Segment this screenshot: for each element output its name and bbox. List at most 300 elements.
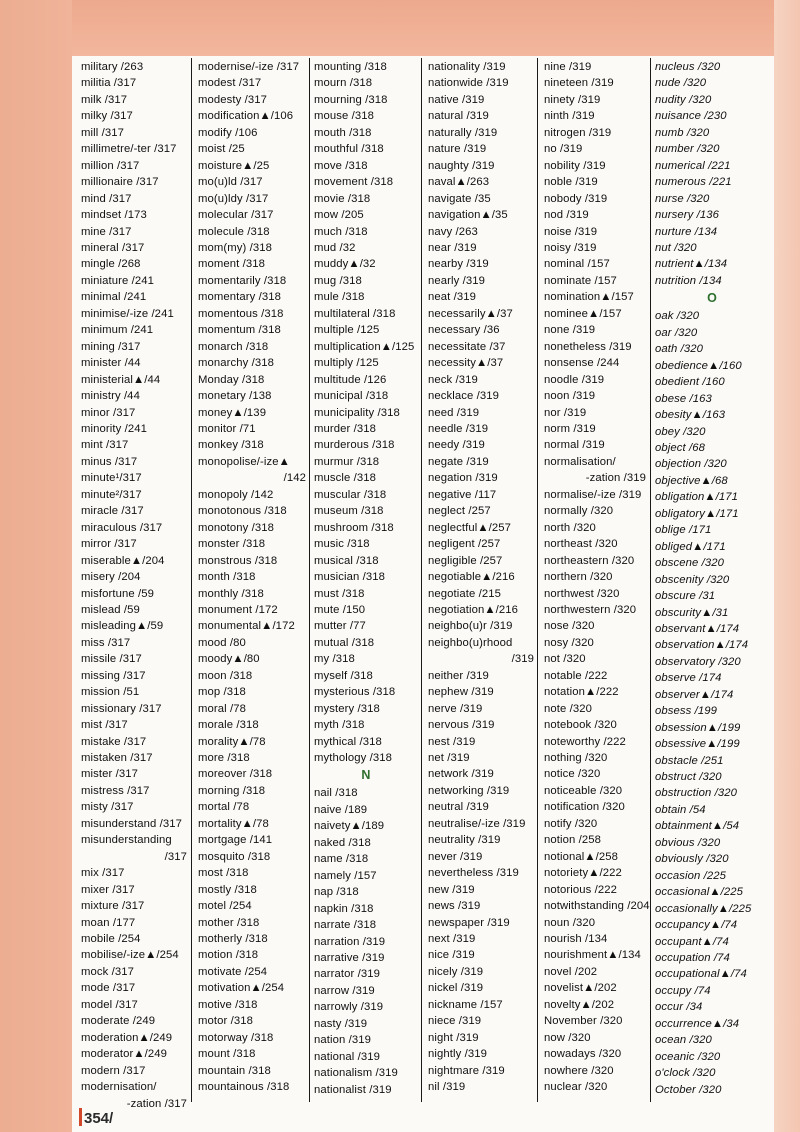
index-entry: obese /163 (655, 392, 712, 405)
index-entry: obscenity /320 (655, 573, 730, 586)
index-entry: missile /317 (81, 653, 142, 666)
index-entry: nobody /319 (544, 192, 608, 205)
index-entry: northeastern /320 (544, 554, 635, 567)
index-entry: mountain /318 (198, 1064, 271, 1077)
index-entry: mystery /318 (314, 702, 380, 715)
index-entry: obesity▲/163 (655, 409, 726, 422)
index-entry: morning /318 (198, 784, 266, 797)
index-entry: mouse /318 (314, 110, 375, 123)
page-number-marker (79, 1108, 82, 1126)
index-entry: notion /258 (544, 834, 602, 847)
index-entry: multiple /125 (314, 324, 380, 337)
index-entry: obedient /160 (655, 376, 725, 389)
index-entry: mill /317 (81, 126, 124, 139)
index-entry: noteworthy /222 (544, 735, 626, 748)
index-entry: ocean /320 (655, 1034, 712, 1047)
index-entry: monument /172 (198, 603, 278, 616)
index-entry: nobility /319 (544, 159, 606, 172)
index-entry: nightmare /319 (428, 1064, 505, 1077)
index-entry: neat /319 (428, 291, 477, 304)
index-entry: nursery /136 (655, 209, 719, 222)
index-entry: mingle /268 (81, 258, 141, 271)
index-entry: mock /317 (81, 965, 135, 978)
index-entry: mistress /317 (81, 784, 150, 797)
index-entry: nationalism /319 (314, 1067, 398, 1080)
index-entry: noun /320 (544, 916, 596, 929)
index-entry: number /320 (655, 143, 720, 156)
index-entry: monitor /71 (198, 422, 256, 435)
index-entry: noodle /319 (544, 373, 605, 386)
section-letter-heading: O (707, 291, 717, 306)
index-entry: night /319 (428, 1031, 479, 1044)
index-entry: obey /320 (655, 425, 706, 438)
index-entry: misleading▲/59 (81, 620, 164, 633)
index-entry: moderation▲/249 (81, 1031, 173, 1044)
index-entry: moral /78 (198, 702, 246, 715)
index-entry: mount /318 (198, 1048, 256, 1061)
index-entry: mourn /318 (314, 77, 373, 90)
index-entry: mining /317 (81, 340, 141, 353)
index-entry: occasional▲/225 (655, 886, 744, 899)
index-entry: obvious /320 (655, 836, 721, 849)
index-column-5 (544, 59, 650, 1096)
index-entry: misunderstand /317 (81, 817, 183, 830)
index-entry: native /319 (428, 93, 485, 106)
index-entry: obscene /320 (655, 557, 725, 570)
index-entry: newspaper /319 (428, 916, 510, 929)
index-entry: namely /157 (314, 869, 377, 882)
index-entry: napkin /318 (314, 902, 374, 915)
index-entry: oath /320 (655, 343, 704, 356)
index-entry: mom(my) /318 (198, 241, 273, 254)
index-entry: modesty /317 (198, 93, 268, 106)
index-entry: nationality /319 (428, 61, 506, 73)
index-entry: mine /317 (81, 225, 132, 238)
index-entry: observant▲/174 (655, 622, 740, 635)
index-entry: near /319 (428, 241, 477, 254)
index-entry: minimum /241 (81, 324, 154, 337)
index-entry: occupancy▲/74 (655, 919, 738, 932)
index-entry: naval▲/263 (428, 176, 490, 189)
index-entry: nearby /319 (428, 258, 489, 271)
index-entry: occupant▲/74 (655, 935, 729, 948)
index-entry: mislead /59 (81, 603, 140, 616)
index-entry: negative /117 (428, 488, 497, 501)
index-entry: nation /319 (314, 1034, 372, 1047)
index-entry: motorway /318 (198, 1031, 274, 1044)
index-entry: mythical /318 (314, 735, 382, 748)
index-entry: nurse /320 (655, 192, 710, 205)
index-entry: nest /319 (428, 735, 476, 748)
index-entry: negligent /257 (428, 538, 501, 551)
index-entry: motor /318 (198, 1015, 254, 1028)
index-entry: nonetheless /319 (544, 340, 632, 353)
index-entry: mosquito /318 (198, 850, 271, 863)
index-entry: negotiable▲/216 (428, 571, 515, 584)
index-entry: nerve /319 (428, 702, 483, 715)
index-entry: naked /318 (314, 836, 371, 849)
index-entry: monopolise/-ize▲ (198, 455, 290, 468)
index-entry: normalise/-ize /319 (544, 488, 642, 501)
index-entry: nowhere /320 (544, 1064, 614, 1077)
index-entry: monumental▲/172 (198, 620, 295, 633)
index-entry: neutrality /319 (428, 834, 501, 847)
index-entry: miracle /317 (81, 505, 144, 518)
index-entry: ninety /319 (544, 93, 601, 106)
index-entry: morale /318 (198, 719, 259, 732)
index-entry: naturally /319 (428, 126, 498, 139)
page-number-suffix: / (109, 1110, 114, 1127)
index-entry: nutrition /134 (655, 274, 722, 287)
index-entry: obscure /31 (655, 590, 716, 603)
index-entry: much /318 (314, 225, 368, 238)
index-entry: mug /318 (314, 274, 362, 287)
index-entry: notice /320 (544, 768, 601, 781)
index-entry: mule /318 (314, 291, 365, 304)
index-entry: nevertheless /319 (428, 867, 519, 880)
index-entry: nickel /319 (428, 982, 484, 995)
index-entry: miserable▲/204 (81, 554, 165, 567)
index-entry: narration /319 (314, 935, 386, 948)
index-entry: mode /317 (81, 982, 136, 995)
index-column-2 (198, 59, 306, 1096)
index-entry: nourish /134 (544, 933, 608, 946)
index-entry: neighbo(u)r /319 (428, 620, 513, 633)
index-entry: mop /318 (198, 686, 246, 699)
index-column-3 (314, 59, 418, 1098)
index-entry: nicely /319 (428, 965, 484, 978)
index-entry: militia /317 (81, 77, 137, 90)
column-divider (309, 58, 310, 1102)
index-entry: moon /318 (198, 669, 253, 682)
index-entry: narrator /319 (314, 968, 380, 981)
index-entry: nutrient▲/134 (655, 258, 728, 271)
index-entry: momentum /318 (198, 324, 281, 337)
index-entry: normalisation/ (544, 455, 616, 468)
index-entry: obedience▲/160 (655, 359, 742, 372)
index-entry: misfortune /59 (81, 587, 154, 600)
index-entry: nitrogen /319 (544, 126, 612, 139)
index-entry: musical /318 (314, 554, 379, 567)
index-entry: milk /317 (81, 93, 128, 106)
index-entry: noon /319 (544, 390, 596, 403)
index-entry: modernisation/ (81, 1081, 157, 1094)
index-entry: mist /317 (81, 719, 128, 732)
index-entry: nationalist /319 (314, 1083, 392, 1096)
index-entry: municipal /318 (314, 390, 389, 403)
index-entry: motel /254 (198, 900, 252, 913)
index-entry: nuisance /230 (655, 110, 727, 123)
index-entry: neutralise/-ize /319 (428, 817, 526, 830)
index-entry: modification▲/106 (198, 110, 294, 123)
index-entry: modify /106 (198, 126, 258, 139)
index-entry: necessitate /37 (428, 340, 506, 353)
index-entry: muddy▲/32 (314, 258, 376, 271)
index-entry: nature /319 (428, 143, 487, 156)
index-entry: moderate /249 (81, 1015, 156, 1028)
index-column-6 (655, 59, 769, 1098)
index-entry: needle /319 (428, 422, 489, 435)
index-entry: nominee▲/157 (544, 307, 622, 320)
index-entry: nil /319 (428, 1081, 466, 1094)
index-entry: obtainment▲/54 (655, 820, 740, 833)
index-entry: nuclear /320 (544, 1081, 608, 1094)
index-entry: mister /317 (81, 768, 138, 781)
index-column-4 (428, 59, 534, 1096)
index-entry: niece /319 (428, 1015, 482, 1028)
index-entry: monkey /318 (198, 439, 264, 452)
index-entry: mirror /317 (81, 538, 137, 551)
index-entry: mindset /173 (81, 209, 147, 222)
index-entry: need /319 (428, 406, 480, 419)
index-entry: notification /320 (544, 801, 625, 814)
index-entry: obstruct /320 (655, 771, 722, 784)
index-entry: model /317 (81, 998, 138, 1011)
index-entry: minimal /241 (81, 291, 147, 304)
index-entry: myth /318 (314, 719, 365, 732)
index-entry: necessarily▲/37 (428, 307, 513, 320)
index-entry: mineral /317 (81, 241, 145, 254)
index-entry: nonsense /244 (544, 357, 620, 370)
index-entry: motive /318 (198, 998, 258, 1011)
index-entry: monotonous /318 (198, 505, 287, 518)
index-entry: modern /317 (81, 1064, 146, 1077)
index-entry: normally /320 (544, 505, 614, 518)
index-entry: nowadays /320 (544, 1048, 622, 1061)
index-entry: motherly /318 (198, 933, 268, 946)
index-entry: mouthful /318 (314, 143, 384, 156)
index-entry: obsessive▲/199 (655, 738, 740, 751)
index-entry: noisy /319 (544, 241, 597, 254)
index-entry: occurrence▲/34 (655, 1017, 740, 1030)
index-entry: minority /241 (81, 422, 147, 435)
index-entry: nucleus /320 (655, 61, 721, 73)
index-entry: none /319 (544, 324, 596, 337)
index-entry: moment /318 (198, 258, 266, 271)
index-entry: negation /319 (428, 472, 498, 485)
index-entry: objective▲/68 (655, 474, 728, 487)
index-entry: occasion /225 (655, 869, 727, 882)
index-entry: numb /320 (655, 126, 710, 139)
index-entry: occur /34 (655, 1001, 703, 1014)
index-entry: naughty /319 (428, 159, 495, 172)
index-entry: ninth /319 (544, 110, 595, 123)
index-entry: must /318 (314, 587, 365, 600)
index-entry: note /320 (544, 702, 593, 715)
index-entry: mistaken /317 (81, 752, 153, 765)
index-entry: most /318 (198, 867, 249, 880)
index-entry: narrowly /319 (314, 1001, 384, 1014)
index-entry: moan /177 (81, 916, 136, 929)
left-margin-band (0, 0, 72, 1132)
index-entry: missing /317 (81, 669, 146, 682)
index-entry: nine /319 (544, 61, 592, 73)
index-entry: nosy /320 (544, 636, 594, 649)
index-entry: ministerial▲/44 (81, 373, 161, 386)
index-entry: motivation▲/254 (198, 982, 285, 995)
index-entry: mix /317 (81, 867, 125, 880)
index-entry: oblige /171 (655, 524, 712, 537)
index-entry: obligatory▲/171 (655, 507, 739, 520)
index-entry: neglectful▲/257 (428, 521, 512, 534)
index-entry-page-ref: /142 (283, 472, 306, 485)
index-entry: occupational▲/74 (655, 968, 747, 981)
index-entry: monetary /138 (198, 390, 272, 403)
index-entry: military /263 (81, 61, 144, 73)
index-entry: nudity /320 (655, 93, 712, 106)
index-entry: nickname /157 (428, 998, 503, 1011)
index-entry: not /320 (544, 653, 586, 666)
index-entry: obliged▲/171 (655, 540, 726, 553)
index-entry: mistake /317 (81, 735, 147, 748)
index-entry: notorious /222 (544, 883, 617, 896)
index-entry: nod /319 (544, 209, 589, 222)
index-entry: oak /320 (655, 310, 700, 323)
index-entry: murder /318 (314, 422, 377, 435)
index-entry: mushroom /318 (314, 521, 394, 534)
index-entry: musician /318 (314, 571, 386, 584)
index-entry: oceanic /320 (655, 1050, 721, 1063)
index-entry: mourning /318 (314, 93, 388, 106)
index-entry: nomination▲/157 (544, 291, 634, 304)
index-entry: neither /319 (428, 669, 489, 682)
index-entry: needy /319 (428, 439, 485, 452)
index-entry: naivety▲/189 (314, 820, 385, 833)
index-entry: o'clock /320 (655, 1067, 716, 1080)
index-entry: neck /319 (428, 373, 478, 386)
top-margin-band (0, 0, 800, 56)
index-entry: network /319 (428, 768, 494, 781)
index-entry: misery /204 (81, 571, 141, 584)
index-entry: momentous /318 (198, 307, 284, 320)
index-entry: navy /263 (428, 225, 478, 238)
index-entry: natural /319 (428, 110, 489, 123)
index-entry: occupation /74 (655, 952, 730, 965)
index-entry: multiply /125 (314, 357, 379, 370)
index-entry: mortgage /141 (198, 834, 273, 847)
index-entry: notation▲/222 (544, 686, 619, 699)
index-entry: moderator▲/249 (81, 1048, 168, 1061)
index-entry: noticeable /320 (544, 784, 623, 797)
index-entry: novel /202 (544, 965, 598, 978)
index-entry: neighbo(u)rhood (428, 636, 513, 649)
index-entry: monarch /318 (198, 340, 269, 353)
index-entry: negotiation▲/216 (428, 603, 519, 616)
index-entry: noise /319 (544, 225, 598, 238)
index-entry: northwestern /320 (544, 603, 637, 616)
index-entry: minus /317 (81, 455, 138, 468)
index-entry: minute¹/317 (81, 472, 142, 485)
index-entry: moist /25 (198, 143, 245, 156)
index-entry: mission /51 (81, 686, 140, 699)
index-entry: northwest /320 (544, 587, 620, 600)
index-entry: nightly /319 (428, 1048, 487, 1061)
index-entry: navigation▲/35 (428, 209, 508, 222)
index-entry: move /318 (314, 159, 368, 172)
index-entry: observer▲/174 (655, 688, 734, 701)
index-entry: ministry /44 (81, 390, 140, 403)
index-entry: nose /320 (544, 620, 595, 633)
index-entry: missionary /317 (81, 702, 162, 715)
index-entry: multiplication▲/125 (314, 340, 415, 353)
index-entry: municipality /318 (314, 406, 400, 419)
index-entry: murmur /318 (314, 455, 380, 468)
index-entry: minute²/317 (81, 488, 142, 501)
index-entry: nephew /319 (428, 686, 494, 699)
page-number-value: 354 (84, 1110, 110, 1127)
index-entry: minimise/-ize /241 (81, 307, 174, 320)
index-entry: month /318 (198, 571, 256, 584)
index-entry: occupy /74 (655, 984, 711, 997)
index-entry: nourishment▲/134 (544, 949, 641, 962)
index-entry: notional▲/258 (544, 850, 619, 863)
index-entry: objection /320 (655, 458, 727, 471)
index-entry: mute /150 (314, 603, 366, 616)
index-entry: nineteen /319 (544, 77, 614, 90)
index-entry: minor /317 (81, 406, 136, 419)
index-entry: obviously /320 (655, 853, 729, 866)
index-entry: misty /317 (81, 801, 134, 814)
index-entry: observation▲/174 (655, 639, 749, 652)
index-entry: occasionally▲/225 (655, 902, 752, 915)
index-entry: obstruction /320 (655, 787, 737, 800)
index-entry: necessary /36 (428, 324, 500, 337)
index-entry: northern /320 (544, 571, 613, 584)
index-entry: myself /318 (314, 669, 373, 682)
index-entry: observatory /320 (655, 655, 741, 668)
index-entry: notwithstanding /204 (544, 900, 650, 913)
index-entry: mud /32 (314, 241, 356, 254)
index-entry: moody▲/80 (198, 653, 260, 666)
index-entry: notable /222 (544, 669, 608, 682)
index-entry: nominate /157 (544, 274, 617, 287)
right-margin-band (774, 0, 800, 1132)
index-entry: mortal /78 (198, 801, 250, 814)
index-entry: monarchy /318 (198, 357, 275, 370)
index-entry: mow /205 (314, 209, 364, 222)
index-entry: notify /320 (544, 817, 598, 830)
index-entry: negligible /257 (428, 554, 503, 567)
index-entry: movie /318 (314, 192, 371, 205)
index-entry: nearly /319 (428, 274, 485, 287)
index-entry: millionaire /317 (81, 176, 159, 189)
index-entry: nurture /134 (655, 225, 718, 238)
index-entry: mostly /318 (198, 883, 257, 896)
index-entry: milky /317 (81, 110, 133, 123)
index-entry: mobilise/-ize▲/254 (81, 949, 179, 962)
index-entry: next /319 (428, 933, 476, 946)
index-entry: multilateral /318 (314, 307, 396, 320)
index-entry: narrative /319 (314, 952, 385, 965)
index-entry: observe /174 (655, 672, 722, 685)
column-divider (650, 58, 651, 1102)
index-entry: motion /318 (198, 949, 259, 962)
index-entry: no /319 (544, 143, 583, 156)
index-entry: obligation▲/171 (655, 491, 739, 504)
index-entry: modernise/-ize /317 (198, 61, 300, 73)
index-entry: notebook /320 (544, 719, 617, 732)
index-entry: mint /317 (81, 439, 129, 452)
index-entry: Monday /318 (198, 373, 265, 386)
index-entry: mo(u)ldy /317 (198, 192, 269, 205)
index-entry: muscular /318 (314, 488, 387, 501)
index-entry: numerous /221 (655, 176, 732, 189)
index-entry: murderous /318 (314, 439, 395, 452)
index-entry: monopoly /142 (198, 488, 274, 501)
index-entry: nude /320 (655, 77, 707, 90)
index-entry: normal /319 (544, 439, 605, 452)
index-entry: multitude /126 (314, 373, 387, 386)
